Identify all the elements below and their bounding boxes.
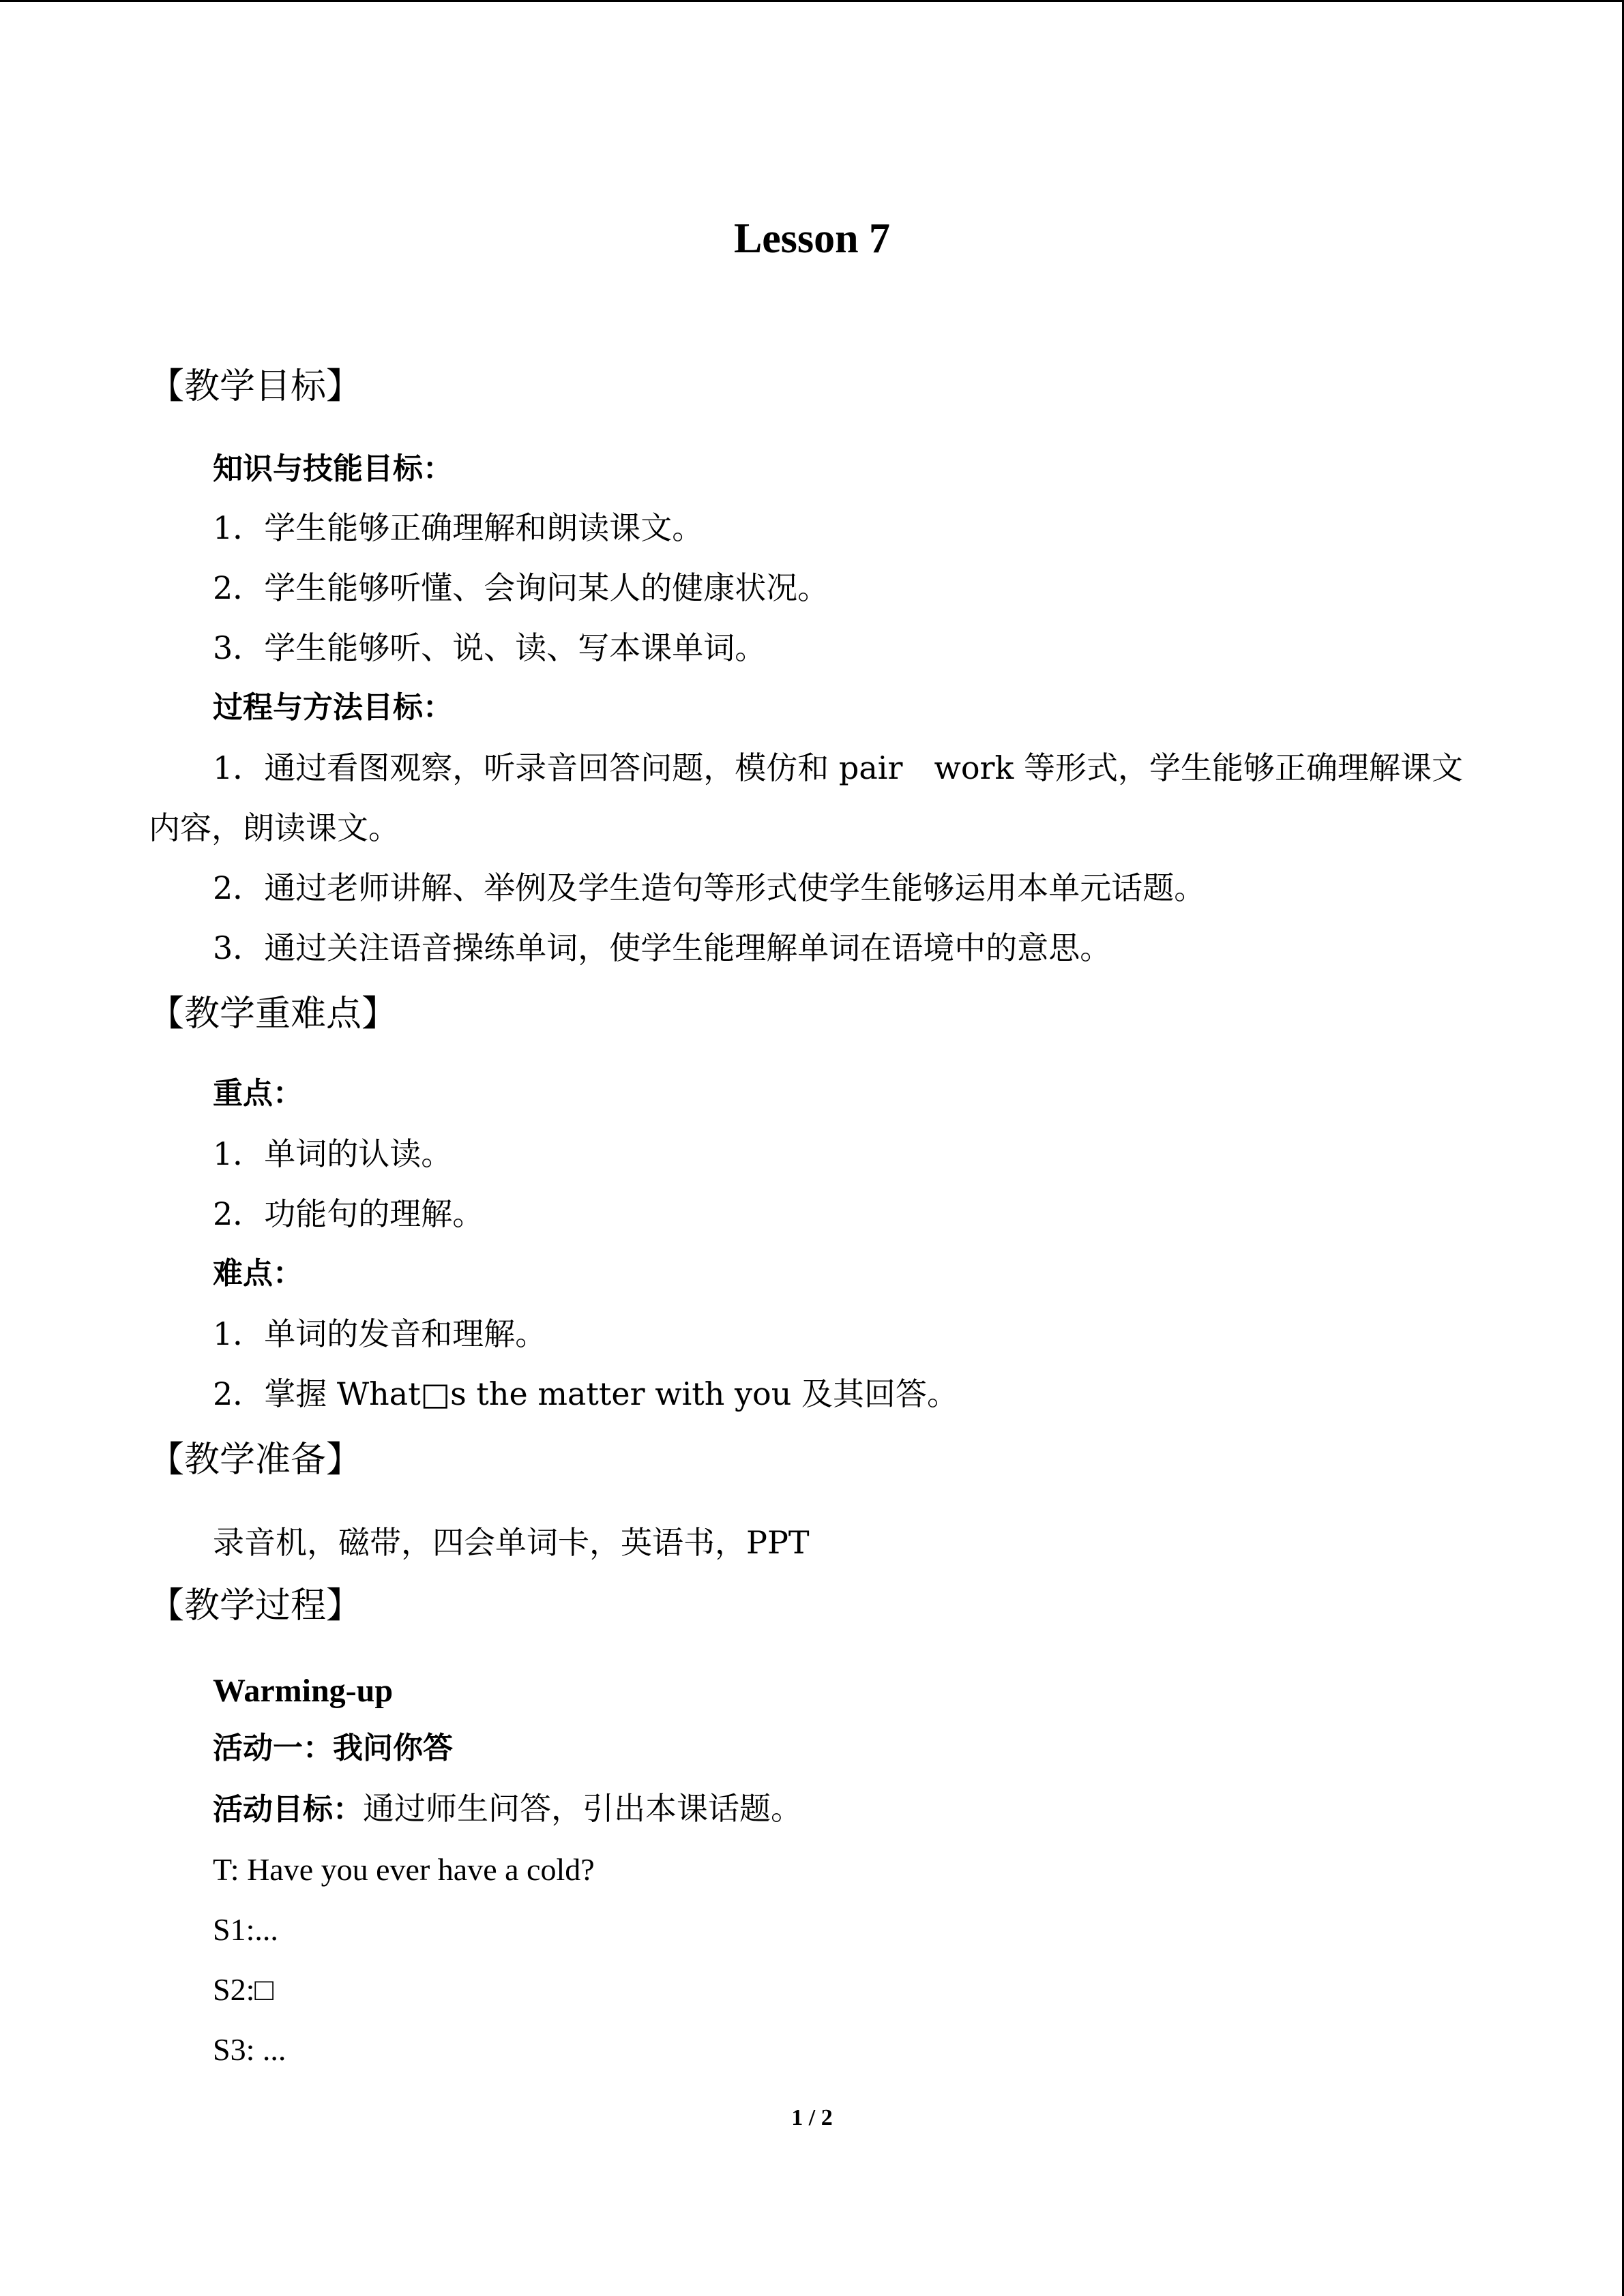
process-label: 过程与方法目标：	[213, 690, 453, 725]
dialogue-line-1: T: Have you ever have a cold?	[213, 1852, 595, 1887]
document-title: Lesson 7	[733, 215, 891, 262]
activity-title: 活动一：我问你答	[213, 1731, 453, 1765]
heading-process: 【教学过程】	[149, 1585, 362, 1626]
heading-preparation: 【教学准备】	[149, 1440, 362, 1480]
knowledge-label: 知识与技能目标：	[213, 451, 453, 486]
dialogue-line-2: S1:...	[213, 1912, 278, 1947]
heading-objectives: 【教学目标】	[149, 366, 362, 407]
knowledge-item-2: 2．学生能够听懂、会询问某人的健康状况。	[213, 569, 829, 606]
dialogue-line-3: S2:□	[213, 1972, 274, 2007]
process-item-2: 2．通过老师讲解、举例及学生造句等形式使学生能够运用本单元话题。	[213, 869, 1206, 906]
activity-goal	[213, 1788, 802, 1830]
goal-text: 通过师生问答，引出本课话题。	[363, 1790, 802, 1827]
heading-key-points: 【教学重难点】	[149, 994, 398, 1034]
process-item-3: 3．通过关注语音操练单词，使学生能理解单词在语境中的意思。	[213, 929, 1112, 966]
difficulty-label: 难点：	[213, 1256, 303, 1291]
difficulty-item-1: 1．单词的发音和理解。	[213, 1315, 547, 1352]
process-item-1-line-1: 1．通过看图观察，听录音回答问题，模仿和 pair work 等形式，学生能够正确理解课文	[213, 749, 1464, 786]
focus-label: 重点：	[213, 1076, 303, 1111]
focus-item-1: 1．单词的认读。	[213, 1135, 453, 1172]
page-number: 1 / 2	[791, 2105, 833, 2130]
focus-item-2: 2．功能句的理解。	[213, 1195, 484, 1232]
top-border	[0, 0, 1624, 2]
dialogue-line-4: S3: ...	[213, 2032, 286, 2067]
difficulty-item-2: 2．掌握 What□s the matter with you 及其回答。	[213, 1375, 958, 1412]
stage-title: Warming-up	[213, 1673, 394, 1709]
knowledge-item-3: 3．学生能够听、说、读、写本课单词。	[213, 629, 767, 666]
knowledge-item-1: 1．学生能够正确理解和朗读课文。	[213, 509, 704, 546]
process-item-1-line-2: 内容，朗读课文。	[149, 809, 400, 846]
preparation-text: 录音机，磁带，四会单词卡，英语书，PPT	[213, 1524, 810, 1561]
goal-label: 活动目标：	[213, 1792, 363, 1827]
